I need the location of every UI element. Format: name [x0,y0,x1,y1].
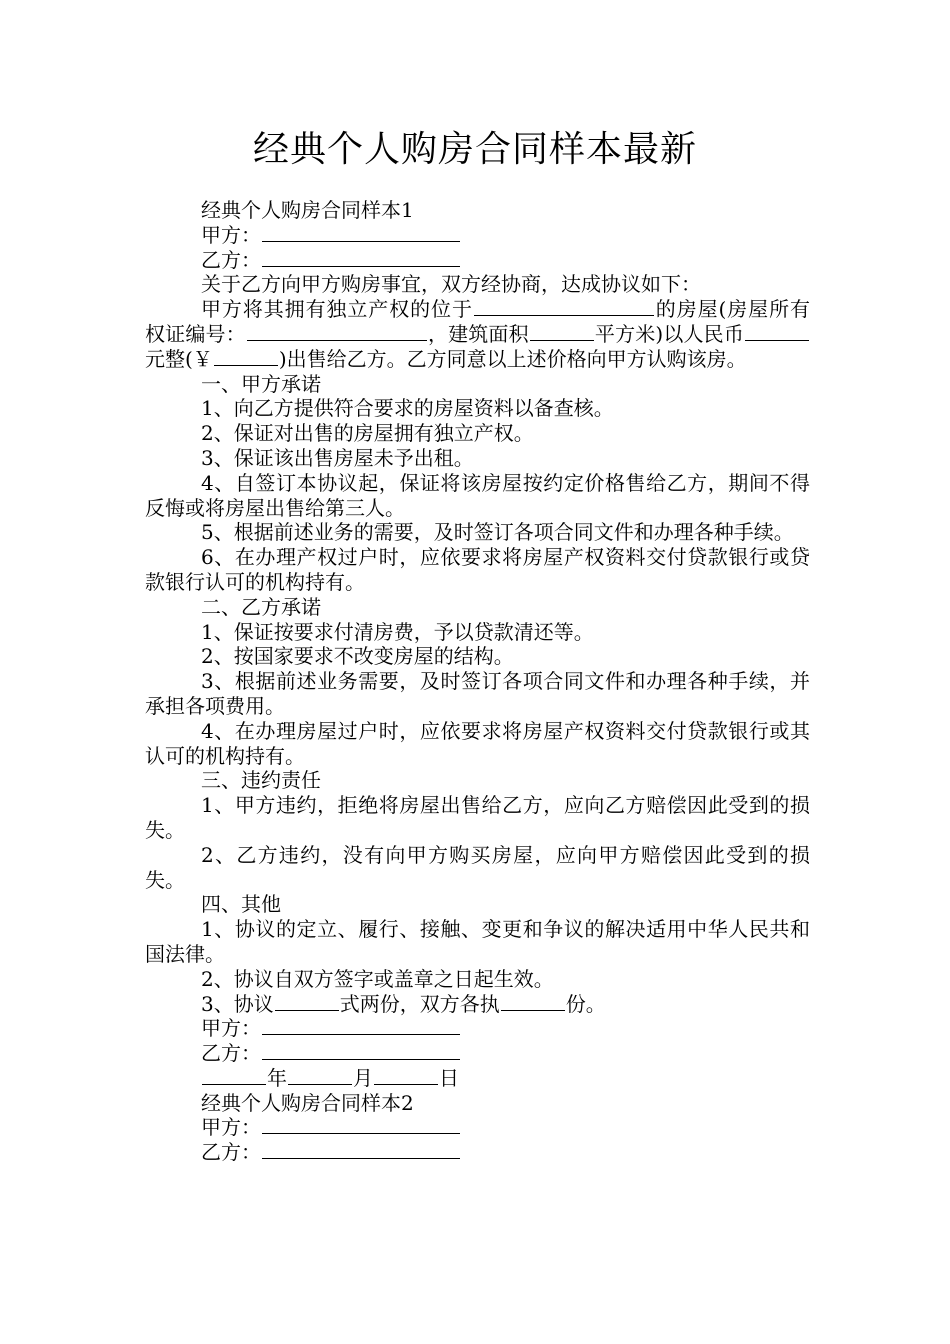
year-label: 年 [267,1065,287,1090]
price-words-blank [745,324,809,341]
section4-item: 1、协议的定立、履行、接触、变更和争议的解决适用中华人民共和国法律。 [145,917,810,966]
certificate-number-blank [247,324,427,341]
sample2-party-a-line [145,1115,810,1140]
section2-item: 3、根据前述业务需要，及时签订各项合同文件和办理各种手续，并承担各项费用。 [145,669,810,718]
party-a-blank [262,225,460,242]
section2-item: 2、按国家要求不改变房屋的结构。 [201,644,514,669]
sample2-party-a-blank [262,1117,460,1134]
section1-item: 4、自签订本协议起，保证将该房屋按约定价格售给乙方，期间不得反悔或将房屋出售给第三人。 [145,470,810,520]
sample2-party-b-line [145,1140,810,1165]
main-clause-text-4: 平方米)以人民币 [594,321,745,346]
party-a-label: 甲方： [201,222,261,247]
section1-item: 3、保证该出售房屋未予出租。 [201,445,474,470]
document-title: 经典个人购房合同样本最新 [252,129,697,170]
section4-item: 2、协议自双方签字或盖章之日起生效。 [201,966,554,991]
day-label: 日 [439,1065,459,1090]
signature-party-b-label: 乙方： [201,1041,261,1066]
main-clause-paragraph [145,297,810,371]
section3-heading: 三、违约责任 [201,768,321,793]
main-clause-text-5: 元整(￥ [145,346,213,371]
copies-text-1: 3、协议 [201,991,274,1016]
section4-heading: 四、其他 [201,892,281,917]
month-blank [288,1068,352,1085]
sample2-party-a-label: 甲方： [201,1115,261,1140]
main-clause-text-1: 甲方将其拥有独立产权的位于 [201,297,473,322]
property-location-blank [474,299,654,316]
day-blank [374,1068,438,1085]
main-clause-text-3: ，建筑面积 [427,321,529,346]
sample1-heading: 经典个人购房合同样本1 [201,198,414,222]
sample2-heading: 经典个人购房合同样本2 [201,1090,414,1115]
section1-item: 5、根据前述业务的需要，及时签订各项合同文件和办理各种手续。 [201,520,794,545]
signature-party-a-label: 甲方： [201,1016,261,1041]
copies-text-2: 式两份，双方各执 [339,991,500,1016]
signature-party-b-blank [262,1043,460,1060]
party-b-blank [262,250,460,267]
copies-each-blank [501,994,565,1011]
copies-total-blank [275,994,339,1011]
year-blank [202,1068,266,1085]
section1-item: 1、向乙方提供符合要求的房屋资料以备查核。 [201,396,614,421]
section2-item: 4、在办理房屋过户时，应依要求将房屋产权资料交付贷款银行或其认可的机构持有。 [145,718,810,768]
party-b-label: 乙方： [201,247,261,272]
section3-item: 1、甲方违约，拒绝将房屋出售给乙方，应向乙方赔偿因此受到的损失。 [145,793,810,842]
sample2-party-b-blank [262,1142,460,1159]
date-line [145,1066,810,1091]
section2-item: 1、保证按要求付清房费，予以贷款清还等。 [201,619,594,644]
document-body [145,198,810,1165]
party-b-line [145,248,810,273]
section2-heading: 二、乙方承诺 [201,594,321,619]
section3-item: 2、乙方违约，没有向甲方购买房屋，应向甲方赔偿因此受到的损失。 [145,842,810,892]
area-blank [530,324,594,341]
main-clause-text-6: )出售给乙方。乙方同意以上述价格向甲方认购该房。 [278,346,747,371]
section1-heading: 一、甲方承诺 [201,371,321,396]
main-clause-text-2: 的房屋(房屋所有权证编号： [145,297,811,346]
price-number-blank [214,349,278,366]
signature-party-a-line [145,1016,810,1041]
signature-party-a-blank [262,1018,460,1035]
section4-item-copies [145,992,810,1017]
sample2-party-b-label: 乙方： [201,1140,261,1165]
intro-paragraph: 关于乙方向甲方购房事宜，双方经协商，达成协议如下： [201,272,701,297]
signature-party-b-line [145,1041,810,1066]
month-label: 月 [353,1065,373,1090]
party-a-line [145,223,810,248]
section1-item: 6、在办理产权过户时，应依要求将房屋产权资料交付贷款银行或贷款银行认可的机构持有。 [145,545,810,594]
copies-text-3: 份。 [565,991,606,1016]
section1-item: 2、保证对出售的房屋拥有独立产权。 [201,421,534,446]
